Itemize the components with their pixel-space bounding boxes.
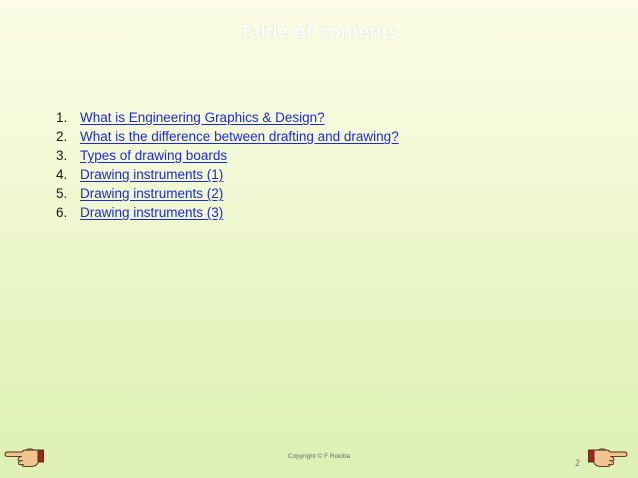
toc-link-engineering-graphics[interactable]: What is Engineering Graphics & Design? <box>80 110 325 125</box>
toc-link-drafting-vs-drawing[interactable]: What is the difference between drafting and drawing? <box>80 129 399 144</box>
toc-item <box>56 184 399 203</box>
toc-item-number: 6. <box>56 205 68 220</box>
slide-title: Table of contents <box>239 22 399 43</box>
next-slide-button[interactable] <box>588 442 628 468</box>
pointing-hand-left-icon <box>4 442 44 468</box>
pointing-hand-right-icon <box>588 442 628 468</box>
toc-item <box>56 165 399 184</box>
toc-item <box>56 127 399 146</box>
toc-link-drawing-instruments-3[interactable]: Drawing instruments (3) <box>80 205 224 220</box>
toc-item <box>56 146 399 165</box>
previous-slide-button[interactable] <box>4 442 44 468</box>
toc-item <box>56 203 399 222</box>
toc-item <box>56 108 399 127</box>
toc-item-number: 5. <box>56 186 68 201</box>
toc-link-drawing-instruments-1[interactable]: Drawing instruments (1) <box>80 167 224 182</box>
toc-link-drawing-boards[interactable]: Types of drawing boards <box>80 148 228 163</box>
copyright-notice: Copyright © F Rokitta <box>287 453 351 460</box>
toc-link-drawing-instruments-2[interactable]: Drawing instruments (2) <box>80 186 224 201</box>
toc-item-number: 2. <box>56 129 68 144</box>
table-of-contents-list <box>56 108 399 222</box>
toc-item-number: 3. <box>56 148 68 163</box>
page-number: 2 <box>574 458 580 468</box>
toc-item-number: 1. <box>56 110 68 125</box>
toc-item-number: 4. <box>56 167 68 182</box>
